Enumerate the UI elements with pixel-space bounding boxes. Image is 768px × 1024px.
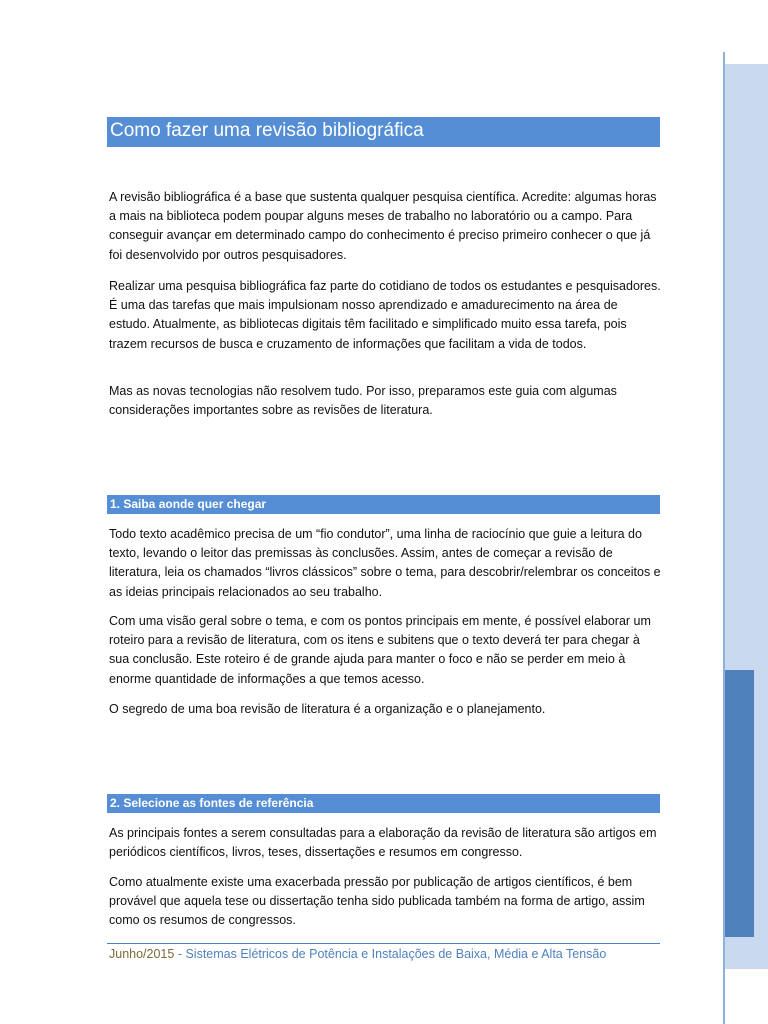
footer-divider bbox=[107, 943, 660, 944]
footer-date: Junho/2015 bbox=[109, 947, 175, 961]
document-title: Como fazer uma revisão bibliográfica bbox=[107, 117, 660, 147]
intro-paragraph-1: A revisão bibliográfica é a base que sustenta qualquer pesquisa científica. Acredite: algumas horas a mais na biblioteca podem poupar alguns meses de trabalho no laboratório ou a campo. Para conseguir avançar em determinado campo do conhecimento é preciso primeiro conhecer o que já foi desenvolvido por outros pesquisadores. bbox=[109, 190, 657, 262]
section-1-paragraph-1: Todo texto acadêmico precisa de um “fio condutor”, uma linha de raciocínio que guie a leitura do texto, levando o leitor das premissas às conclusões. Assim, antes de começar a revisão de literatura, leia os chamados “livros clássicos” sobre o tema, para descobrir/relembrar os conceitos e as ideias principais relacionados ao seu trabalho. bbox=[109, 527, 661, 599]
section-1-paragraph-2: Com uma visão geral sobre o tema, e com os pontos principais em mente, é possível elaborar um roteiro para a revisão de literatura, com os itens e subitens que o texto deverá ter para chegar à sua conclusão. Este roteiro é de grande ajuda para manter o foco e não se perder em meio à enorme quantidade de informações a que temos acesso. bbox=[109, 614, 651, 686]
intro-paragraph-2: Realizar uma pesquisa bibliográfica faz parte do cotidiano de todos os estudantes e pesquisadores. É uma das tarefas que mais impulsionam nosso aprendizado e amadurecimento na área de estudo. Atualmente, as bibliotecas digitais têm facilitado e simplificado muito essa tarefa, pois trazem recursos de busca e cruzamento de informações que facilitam a vida de todos. bbox=[109, 279, 661, 351]
section-2-paragraph-2: Como atualmente existe uma exacerbada pressão por publicação de artigos científicos, é bem provável que aquela tese ou dissertação tenha sido publicada também na forma de artigo, assim como os resumos de congressos. bbox=[109, 875, 645, 928]
footer-separator: - bbox=[174, 947, 186, 961]
page-side-tab bbox=[725, 670, 754, 937]
section-heading-1: 1. Saiba aonde quer chegar bbox=[107, 495, 660, 514]
section-1-paragraph-3: O segredo de uma boa revisão de literatura é a organização e o planejamento. bbox=[109, 702, 546, 716]
section-heading-2: 2. Selecione as fontes de referência bbox=[107, 794, 660, 813]
intro-paragraph-3: Mas as novas tecnologias não resolvem tudo. Por isso, preparamos este guia com algumas considerações importantes sobre as revisões de literatura. bbox=[109, 384, 617, 418]
page-footer bbox=[109, 947, 606, 961]
footer-text: Sistemas Elétricos de Potência e Instalações de Baixa, Média e Alta Tensão bbox=[185, 947, 607, 961]
section-2-paragraph-1: As principais fontes a serem consultadas para a elaboração da revisão de literatura são artigos em periódicos científicos, livros, teses, dissertações e resumos em congresso. bbox=[109, 826, 657, 860]
